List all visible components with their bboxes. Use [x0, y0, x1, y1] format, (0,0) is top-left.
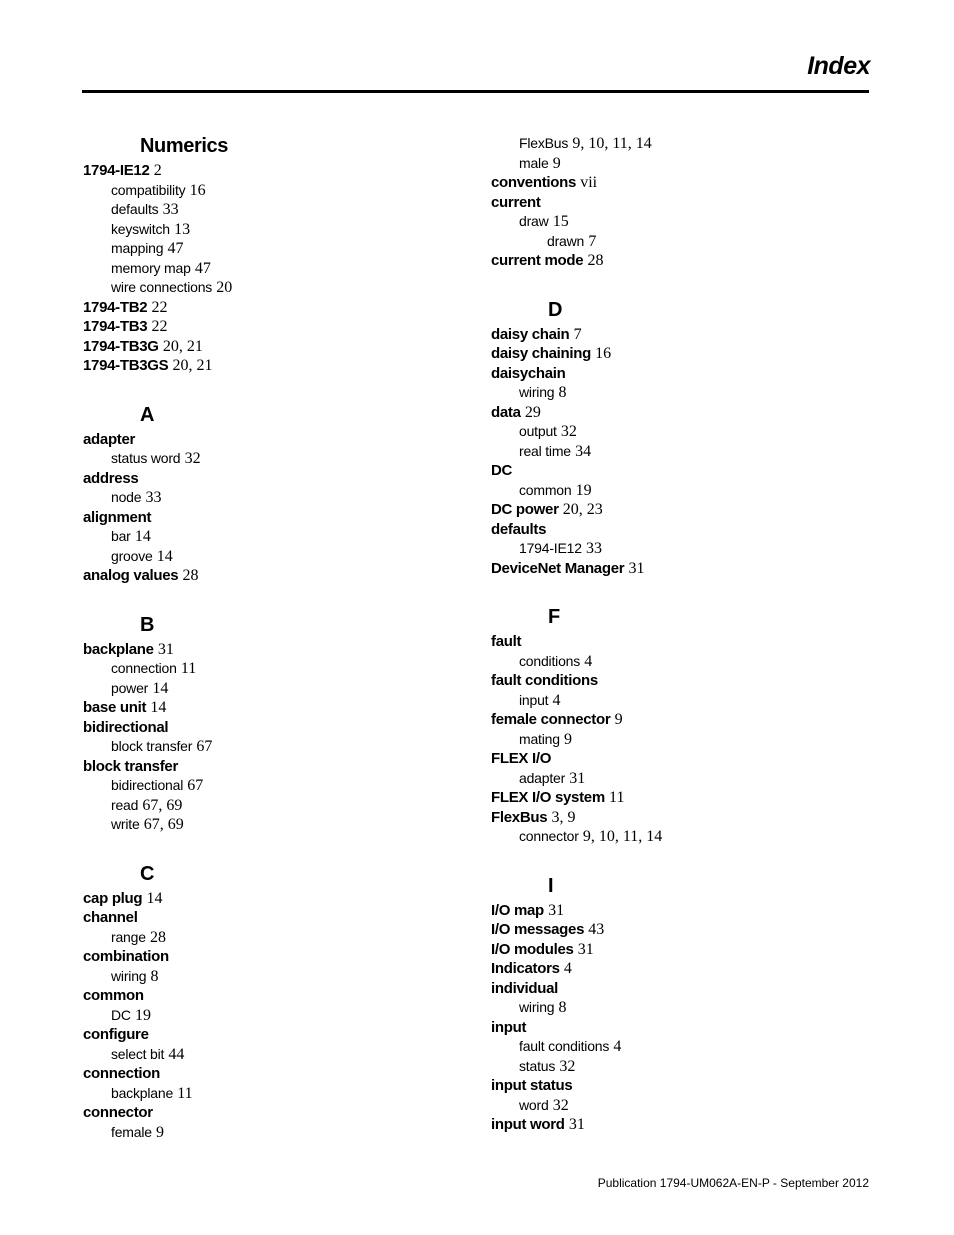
- index-subentry: [491, 1057, 881, 1077]
- index-entry: [83, 298, 473, 318]
- index-entry: [491, 173, 881, 193]
- entry-pages: 31: [568, 1116, 585, 1133]
- entry-term: fault conditions: [519, 1038, 610, 1054]
- entry-term: DC: [111, 1006, 131, 1023]
- index-subentry: [491, 652, 881, 672]
- entry-term: mating: [519, 730, 560, 747]
- index-section: [491, 874, 881, 1135]
- entry-term: input: [519, 691, 549, 708]
- index-subentry: [83, 815, 473, 835]
- entry-term: base unit: [83, 699, 147, 716]
- entry-pages: 13: [174, 220, 191, 238]
- entry-term: bidirectional: [83, 718, 169, 736]
- entry-term: defaults: [491, 520, 547, 538]
- entry-pages: 20, 23: [562, 501, 603, 518]
- index-entry: [83, 1025, 473, 1045]
- entry-term: bidirectional: [111, 777, 184, 793]
- entry-term: bar: [111, 528, 131, 544]
- index-entry: [491, 808, 881, 828]
- page-title: Index: [807, 52, 870, 80]
- index-entry: [83, 317, 473, 337]
- entry-term: common: [519, 481, 572, 498]
- entry-term: select bit: [111, 1045, 165, 1062]
- entry-pages: 19: [575, 481, 592, 499]
- entry-term: input word: [491, 1116, 565, 1133]
- entry-pages: 32: [559, 1057, 576, 1075]
- index-entry: [83, 161, 473, 181]
- index-section: [491, 605, 881, 847]
- entry-pages: 31: [628, 559, 645, 577]
- entry-term: connector: [519, 828, 579, 844]
- entry-pages: 20: [216, 279, 233, 296]
- entry-term: current mode: [491, 252, 584, 269]
- index-entry: [491, 1018, 881, 1038]
- entry-pages: 15: [552, 213, 569, 230]
- entry-term: block transfer: [111, 738, 193, 754]
- index-entry: [491, 901, 881, 921]
- index-entry: [83, 430, 473, 450]
- entry-term: backplane: [83, 640, 154, 658]
- index-entry: [83, 1103, 473, 1123]
- entry-pages: 8: [150, 967, 159, 985]
- entry-term: female connector: [491, 711, 611, 728]
- index-subentry: [491, 383, 881, 403]
- section-heading: D: [548, 298, 563, 321]
- index-section: [83, 862, 473, 1143]
- index-entry: [491, 559, 881, 579]
- entry-pages: 9, 10, 11, 14: [572, 135, 652, 152]
- entry-pages: 9: [614, 711, 623, 728]
- entry-pages: 31: [577, 940, 594, 958]
- entry-term: 1794-TB3GS: [83, 357, 169, 374]
- index-subentry: [83, 796, 473, 816]
- entry-term: compatibility: [111, 181, 186, 198]
- entry-term: I/O map: [491, 901, 544, 919]
- index-section: [491, 134, 881, 271]
- entry-term: status word: [111, 450, 181, 466]
- entry-pages: 31: [569, 769, 586, 787]
- index-entry: [83, 356, 473, 376]
- index-subentry: [83, 1084, 473, 1104]
- index-subentry: [83, 488, 473, 508]
- entry-term: FlexBus: [519, 135, 569, 151]
- index-subentry: [83, 527, 473, 547]
- entry-term: female: [111, 1123, 152, 1140]
- entry-term: DC power: [491, 501, 559, 518]
- entry-term: wiring: [111, 967, 147, 984]
- publication-footer: Publication 1794-UM062A-EN-P - September 2012: [597, 1176, 869, 1190]
- index-subentry: [491, 134, 881, 154]
- entry-pages: 14: [150, 699, 167, 716]
- entry-term: current: [491, 193, 541, 211]
- index-subentry: [83, 259, 473, 279]
- index-subentry: [83, 1045, 473, 1065]
- entry-pages: 31: [548, 901, 565, 919]
- index-column-left: [83, 134, 473, 1169]
- entry-term: defaults: [111, 201, 159, 217]
- index-entry: [83, 1064, 473, 1084]
- index-subentry: [83, 659, 473, 679]
- index-entry: [491, 959, 881, 979]
- entry-pages: 32: [560, 423, 577, 440]
- entry-term: input: [491, 1018, 527, 1036]
- section-heading: F: [548, 606, 560, 628]
- entry-term: input status: [491, 1077, 573, 1094]
- entry-pages: 9: [564, 730, 572, 748]
- entry-pages: 22: [151, 318, 168, 335]
- section-heading: C: [140, 862, 155, 885]
- entry-pages: 4: [563, 960, 572, 977]
- index-subentry: [83, 737, 473, 757]
- index-entry: [491, 749, 881, 769]
- entry-term: combination: [83, 948, 169, 965]
- entry-pages: 14: [134, 528, 151, 545]
- entry-term: adapter: [519, 769, 566, 786]
- entry-pages: 4: [552, 691, 561, 709]
- entry-term: fault: [491, 633, 522, 650]
- index-entry: [83, 947, 473, 967]
- index-subentry: [83, 239, 473, 259]
- entry-pages: 11: [177, 1084, 193, 1102]
- entry-term: I/O modules: [491, 940, 574, 958]
- entry-pages: vii: [580, 174, 598, 191]
- section-heading: I: [548, 874, 554, 897]
- index-subentry: [83, 449, 473, 469]
- entry-term: backplane: [111, 1084, 174, 1101]
- index-entry: [491, 671, 881, 691]
- index-entry: [491, 520, 881, 540]
- entry-term: adapter: [83, 430, 136, 448]
- entry-pages: 28: [587, 252, 604, 269]
- entry-pages: 43: [588, 921, 605, 938]
- index-entry: [491, 251, 881, 271]
- entry-term: draw: [519, 213, 549, 229]
- entry-term: cap plug: [83, 889, 143, 907]
- entry-term: connector: [83, 1104, 153, 1121]
- index-entry: [83, 640, 473, 660]
- entry-pages: 7: [573, 325, 582, 343]
- index-subentry: [83, 776, 473, 796]
- index-subentry: [491, 442, 881, 462]
- entry-term: wiring: [519, 999, 555, 1015]
- entry-term: node: [111, 489, 142, 505]
- entry-pages: 33: [585, 540, 602, 557]
- entry-pages: 47: [194, 259, 211, 277]
- entry-term: FlexBus: [491, 808, 548, 826]
- index-subentry: [83, 220, 473, 240]
- index-entry: [491, 461, 881, 481]
- entry-term: common: [83, 987, 144, 1004]
- index-subentry: [83, 1006, 473, 1026]
- entry-pages: 14: [152, 679, 169, 697]
- entry-term: DC: [491, 462, 513, 479]
- entry-term: 1794-IE12: [519, 540, 582, 556]
- entry-pages: 11: [180, 660, 197, 677]
- entry-pages: 32: [552, 1096, 569, 1114]
- entry-term: wire connections: [111, 279, 213, 295]
- index-section: [491, 298, 881, 579]
- index-section: [83, 403, 473, 586]
- index-subentry: [491, 539, 881, 559]
- entry-pages: 44: [168, 1045, 185, 1063]
- entry-pages: 33: [145, 489, 162, 506]
- entry-term: channel: [83, 909, 138, 926]
- index-entry: [83, 337, 473, 357]
- entry-term: real time: [519, 442, 571, 459]
- index-subentry: [491, 730, 881, 750]
- index-entry: [83, 986, 473, 1006]
- entry-term: read: [111, 796, 139, 813]
- index-subentry: [491, 481, 881, 501]
- index-entry: [491, 403, 881, 423]
- index-entry: [491, 193, 881, 213]
- index-entry: [83, 757, 473, 777]
- index-entry: [491, 364, 881, 384]
- entry-term: mapping: [111, 240, 164, 256]
- index-section: [83, 613, 473, 835]
- entry-term: power: [111, 679, 149, 696]
- entry-pages: 14: [156, 547, 173, 565]
- index-subentry: [491, 1037, 881, 1057]
- index-entry: [491, 1115, 881, 1135]
- entry-term: connection: [83, 1065, 161, 1082]
- entry-pages: 22: [151, 298, 168, 316]
- section-heading: A: [140, 403, 155, 426]
- index-entry: [83, 698, 473, 718]
- entry-pages: 47: [167, 240, 184, 257]
- entry-pages: 20, 21: [172, 357, 213, 374]
- index-entry: [491, 500, 881, 520]
- entry-term: data: [491, 403, 521, 421]
- entry-pages: 29: [524, 403, 541, 421]
- index-entry: [491, 344, 881, 364]
- entry-pages: 28: [182, 567, 199, 584]
- entry-pages: 9: [156, 1123, 164, 1141]
- entry-term: 1794-TB3G: [83, 337, 159, 355]
- index-subentry: [83, 278, 473, 298]
- index-entry: [491, 632, 881, 652]
- section-heading: B: [140, 613, 155, 636]
- index-subentry: [491, 691, 881, 711]
- index-entry: [83, 469, 473, 489]
- index-subentry: [491, 212, 881, 232]
- entry-term: individual: [491, 979, 559, 997]
- entry-term: 1794-TB2: [83, 298, 148, 316]
- entry-pages: 28: [149, 928, 166, 946]
- entry-pages: 9: [552, 154, 561, 172]
- entry-term: conditions: [519, 652, 581, 669]
- index-entry: [491, 710, 881, 730]
- index-subentry: [491, 998, 881, 1018]
- entry-pages: 8: [558, 999, 567, 1016]
- entry-term: 1794-IE12: [83, 162, 150, 179]
- index-subentry: [83, 200, 473, 220]
- header-rule: [82, 90, 869, 93]
- index-entry: [83, 908, 473, 928]
- index-entry: [491, 1076, 881, 1096]
- index-entry: [491, 920, 881, 940]
- entry-term: output: [519, 423, 557, 439]
- entry-pages: 67: [187, 777, 204, 794]
- entry-term: FLEX I/O: [491, 750, 552, 767]
- entry-term: address: [83, 469, 139, 487]
- entry-term: I/O messages: [491, 921, 585, 938]
- entry-term: 1794-TB3: [83, 318, 148, 335]
- entry-term: groove: [111, 547, 153, 564]
- entry-term: configure: [83, 1026, 149, 1043]
- entry-term: daisychain: [491, 364, 566, 382]
- entry-term: conventions: [491, 174, 577, 191]
- entry-term: FLEX I/O system: [491, 789, 605, 806]
- entry-pages: 33: [162, 201, 179, 218]
- index-subentry: [491, 1096, 881, 1116]
- index-subentry: [83, 967, 473, 987]
- entry-term: alignment: [83, 508, 152, 526]
- index-subentry: [491, 232, 881, 252]
- entry-pages: 14: [146, 889, 163, 907]
- entry-pages: 4: [613, 1038, 622, 1055]
- entry-pages: 16: [595, 345, 612, 362]
- entry-pages: 4: [584, 652, 593, 670]
- entry-pages: 7: [588, 232, 597, 250]
- entry-pages: 9, 10, 11, 14: [582, 828, 663, 845]
- index-subentry: [83, 1123, 473, 1143]
- entry-term: fault conditions: [491, 672, 598, 689]
- index-subentry: [83, 181, 473, 201]
- entry-pages: 11: [609, 789, 625, 806]
- index-subentry: [491, 827, 881, 847]
- index-entry: [491, 325, 881, 345]
- entry-pages: 2: [153, 162, 162, 179]
- index-subentry: [83, 679, 473, 699]
- entry-pages: 19: [135, 1006, 151, 1024]
- index-column-right: [491, 134, 881, 1162]
- index-entry: [491, 788, 881, 808]
- entry-term: male: [519, 154, 549, 171]
- entry-pages: 16: [189, 181, 206, 199]
- entry-pages: 34: [575, 442, 592, 460]
- index-entry: [83, 566, 473, 586]
- entry-term: write: [111, 816, 140, 832]
- entry-term: keyswitch: [111, 220, 170, 237]
- entry-term: block transfer: [83, 757, 178, 775]
- entry-term: range: [111, 928, 146, 945]
- entry-term: analog values: [83, 567, 179, 584]
- entry-pages: 20, 21: [162, 337, 203, 355]
- index-section: [83, 134, 473, 376]
- entry-term: status: [519, 1057, 556, 1074]
- entry-term: DeviceNet Manager: [491, 559, 625, 577]
- entry-term: connection: [111, 660, 177, 676]
- entry-pages: 67, 69: [142, 796, 183, 814]
- index-subentry: [83, 928, 473, 948]
- entry-term: wiring: [519, 384, 555, 400]
- index-entry: [83, 718, 473, 738]
- index-entry: [83, 889, 473, 909]
- entry-pages: 8: [558, 384, 567, 401]
- index-entry: [83, 508, 473, 528]
- index-entry: [491, 940, 881, 960]
- index-subentry: [83, 547, 473, 567]
- entry-pages: 31: [157, 640, 174, 658]
- entry-term: daisy chaining: [491, 345, 591, 362]
- section-heading: Numerics: [140, 135, 228, 157]
- index-subentry: [491, 422, 881, 442]
- index-subentry: [491, 154, 881, 174]
- entry-pages: 67: [196, 738, 213, 755]
- entry-pages: 3, 9: [551, 808, 576, 826]
- entry-term: Indicators: [491, 960, 560, 977]
- entry-term: drawn: [547, 232, 585, 249]
- entry-term: memory map: [111, 259, 191, 276]
- entry-pages: 32: [184, 450, 201, 467]
- entry-term: word: [519, 1096, 549, 1113]
- index-subentry: [491, 769, 881, 789]
- index-entry: [491, 979, 881, 999]
- entry-term: daisy chain: [491, 325, 570, 343]
- entry-pages: 67, 69: [143, 816, 184, 833]
